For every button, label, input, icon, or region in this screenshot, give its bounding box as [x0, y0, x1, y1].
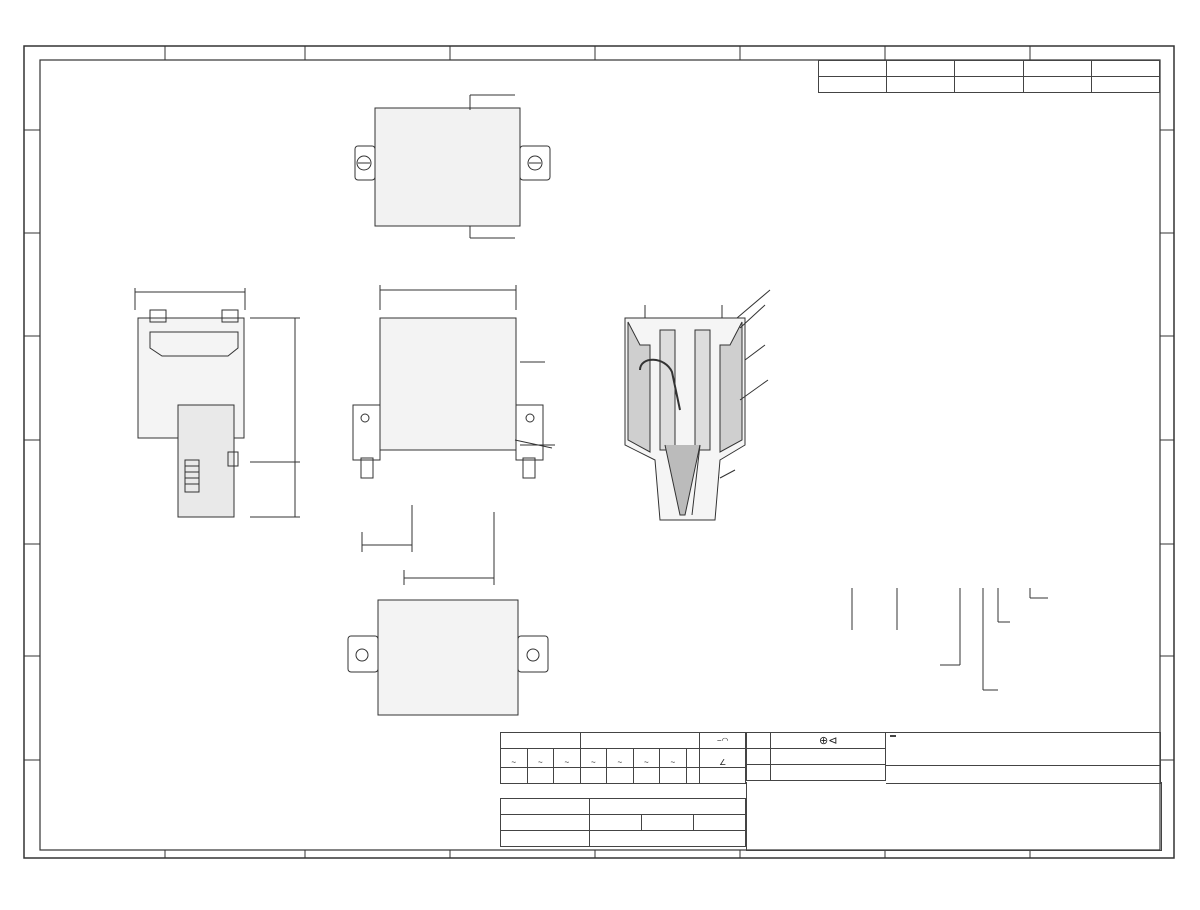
tol-value [660, 768, 687, 784]
drawing-info-table [500, 798, 746, 847]
projection-label [747, 733, 771, 749]
drawing-no-label [501, 831, 590, 847]
tol-range: ~ [554, 749, 581, 768]
tol-range: ~ [580, 749, 607, 768]
tol-range: ~ [607, 749, 634, 768]
tol-range: ~ [527, 749, 554, 768]
front-view [353, 285, 555, 585]
sheet-value [694, 815, 746, 831]
scale-value [590, 815, 642, 831]
rev-cell [1091, 77, 1159, 93]
rev-cell [955, 77, 1023, 93]
scale-label [501, 815, 590, 831]
unit-label [747, 749, 771, 765]
projection-symbol-icon: ⊕⊲ [771, 733, 886, 749]
title-label [890, 735, 896, 737]
tol-range: ~ [660, 749, 687, 768]
projection-table [746, 732, 886, 781]
side-view [135, 288, 300, 517]
top-view [355, 95, 550, 238]
tol-angle-a: ∠ [700, 749, 746, 768]
sheet-size-label [747, 765, 771, 781]
revision-table [818, 60, 1160, 93]
bottom-view [348, 600, 548, 715]
tol-value [554, 768, 581, 784]
title-divider [886, 765, 1160, 766]
rev-header [955, 61, 1023, 77]
tol-range: ~ [633, 749, 660, 768]
tolerance-table [500, 732, 746, 784]
rev-header [819, 61, 887, 77]
tol-gt150 [686, 749, 700, 768]
order-lines [852, 588, 1048, 690]
tol-value [686, 768, 700, 784]
rev-cell [887, 77, 955, 93]
tol-pitch-range [501, 733, 581, 749]
tol-value [580, 768, 607, 784]
sheet-size-value [771, 765, 886, 781]
drawing-type-value [590, 799, 746, 815]
rev-header [1023, 61, 1091, 77]
tol-value [527, 768, 554, 784]
tol-symbol: −◠ [700, 733, 746, 749]
company-block [746, 782, 1162, 851]
tol-angle-b [700, 768, 746, 784]
section-view [515, 290, 770, 520]
sheet-label [642, 815, 694, 831]
tol-value [501, 768, 528, 784]
rev-header [1091, 61, 1159, 77]
unit-value [771, 749, 886, 765]
tol-value [607, 768, 634, 784]
title-box [886, 732, 1161, 784]
drawing-no-value [590, 831, 746, 847]
rev-cell [819, 77, 887, 93]
rev-header [887, 61, 955, 77]
tol-range: ~ [501, 749, 528, 768]
tol-nominal [580, 733, 700, 749]
drawing-type-label [501, 799, 590, 815]
tol-value [633, 768, 660, 784]
rev-cell [1023, 77, 1091, 93]
